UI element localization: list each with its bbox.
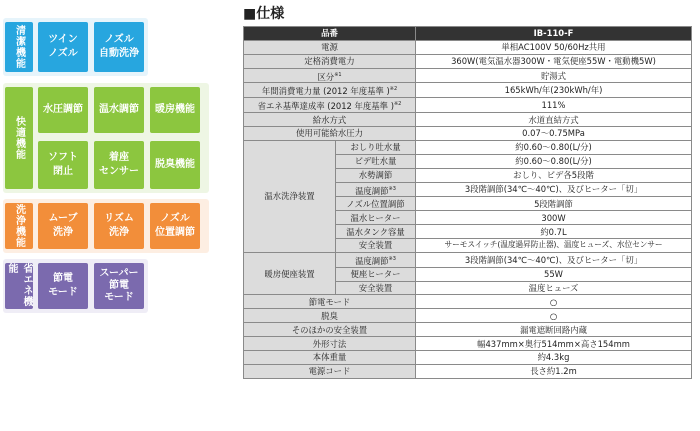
footnote-mark: ※2 [393, 101, 402, 108]
table-row [244, 309, 692, 323]
spec-label: 便座ヒーター [336, 267, 416, 281]
table-row [244, 54, 692, 68]
spec-label: 安全装置 [336, 281, 416, 295]
spec-label: 電源 [244, 40, 416, 54]
spec-label: 温水タンク容量 [336, 225, 416, 239]
feature-nozzle-position: ノズル 位置調節 [150, 203, 200, 249]
spec-value: ○ [416, 295, 692, 309]
table-row [244, 323, 692, 337]
group-label-washing: 温水洗浄装置 [244, 140, 336, 252]
feature-rhythm-wash: リズム 洗浄 [94, 203, 144, 249]
spec-value: 300W [416, 211, 692, 225]
spec-value: ○ [416, 309, 692, 323]
spec-label: 電源コード [244, 364, 416, 378]
spec-value: 単相AC100V 50/60Hz共用 [416, 40, 692, 54]
spec-value: 111% [416, 98, 692, 113]
feature-move-wash: ムーブ 洗浄 [38, 203, 88, 249]
table-row [244, 113, 692, 127]
feature-seat-sensor: 着座 センサー [94, 141, 144, 189]
feature-water-temperature: 温水調節 [94, 87, 144, 133]
spec-value: 約0.60～0.80(L/分) [416, 140, 692, 154]
feature-water-pressure: 水圧調節 [38, 87, 88, 133]
spec-label: 温度調節$^{※3}$ [336, 252, 416, 267]
model-value: IB-110-F [416, 27, 692, 41]
spec-label: 区分$^{※1}$ [244, 68, 416, 83]
spec-value: 水道直結方式 [416, 113, 692, 127]
spec-label: 給水方式 [244, 113, 416, 127]
category-washing: 洗浄機能 [5, 203, 33, 249]
category-cleaning: 清潔機能 [5, 22, 33, 72]
table-row [244, 126, 692, 140]
spec-label: 水勢調節 [336, 168, 416, 182]
feature-nozzle-auto-wash: ノズル 自動洗浄 [94, 22, 144, 72]
spec-label: 安全装置 [336, 238, 416, 252]
spec-value: 0.07～0.75MPa [416, 126, 692, 140]
footnote-mark: ※1 [334, 71, 342, 78]
group-label-seat: 暖房便座装置 [244, 252, 336, 295]
feature-twin-nozzle: ツイン ノズル [38, 22, 88, 72]
table-row [244, 68, 692, 83]
spec-label: 脱臭 [244, 309, 416, 323]
spec-label: 省エネ基準達成率 (2012 年度基準 )$^{※2}$ [244, 98, 416, 113]
spec-label: ビデ吐水量 [336, 154, 416, 168]
spec-value: 温度ヒューズ [416, 281, 692, 295]
feature-panel [0, 0, 215, 431]
category-eco: 省エネ機能 [6, 263, 32, 307]
category-comfort: 快適機能 [5, 87, 33, 189]
table-row [244, 98, 692, 113]
spec-value: 3段階調節(34℃～40℃)、及びヒーター「切」 [416, 252, 692, 267]
spec-label: 温度調節$^{※3}$ [336, 182, 416, 197]
spec-label: ノズル位置調節 [336, 197, 416, 211]
footnote-mark: ※3 [388, 255, 396, 262]
feature-super-power-save: スーパー 節電 モード [94, 263, 144, 309]
spec-value: 360W(電気温水器300W・電気便座55W・電動機5W) [416, 54, 692, 68]
table-row [244, 364, 692, 378]
spec-value: 165kWh/年(230kWh/年) [416, 83, 692, 98]
spec-label: おしり吐水量 [336, 140, 416, 154]
model-label: 品番 [244, 27, 416, 41]
spec-label: 本体重量 [244, 351, 416, 365]
footnote-mark: ※2 [389, 86, 398, 93]
table-row [244, 27, 692, 41]
footnote-mark: ※3 [388, 185, 396, 192]
spec-value: サーモスイッチ(温度過昇防止器)、温度ヒューズ、水位センサー [416, 238, 692, 252]
table-row [244, 83, 692, 98]
spec-label: 節電モード [244, 295, 416, 309]
feature-power-save: 節電 モード [38, 263, 88, 309]
spec-title: ■仕様 [243, 6, 285, 22]
feature-seat-heating: 暖房機能 [150, 87, 200, 133]
spec-value: 約4.3kg [416, 351, 692, 365]
spec-label: 外形寸法 [244, 337, 416, 351]
spec-label: そのほかの安全装置 [244, 323, 416, 337]
spec-value: 幅437mm×奥行514mm×高さ154mm [416, 337, 692, 351]
feature-deodorize: 脱臭機能 [150, 141, 200, 189]
table-row [244, 140, 692, 154]
spec-table [243, 26, 692, 379]
spec-label: 定格消費電力 [244, 54, 416, 68]
spec-value: 約0.60～0.80(L/分) [416, 154, 692, 168]
table-row [244, 337, 692, 351]
spec-value: 長さ約1.2m [416, 364, 692, 378]
table-row [244, 351, 692, 365]
table-row [244, 40, 692, 54]
spec-value: 貯湯式 [416, 68, 692, 83]
spec-value: 5段階調節 [416, 197, 692, 211]
table-row [244, 252, 692, 267]
spec-label: 温水ヒーター [336, 211, 416, 225]
feature-soft-close: ソフト 閉止 [38, 141, 88, 189]
spec-value: 55W [416, 267, 692, 281]
spec-value: おしり、ビデ各5段階 [416, 168, 692, 182]
spec-value: 3段階調節(34℃～40℃)、及びヒーター「切」 [416, 182, 692, 197]
spec-value: 約0.7L [416, 225, 692, 239]
table-row [244, 295, 692, 309]
spec-label: 年間消費電力量 (2012 年度基準 )$^{※2}$ [244, 83, 416, 98]
spec-value: 漏電遮断回路内蔵 [416, 323, 692, 337]
spec-label: 使用可能給水圧力 [244, 126, 416, 140]
